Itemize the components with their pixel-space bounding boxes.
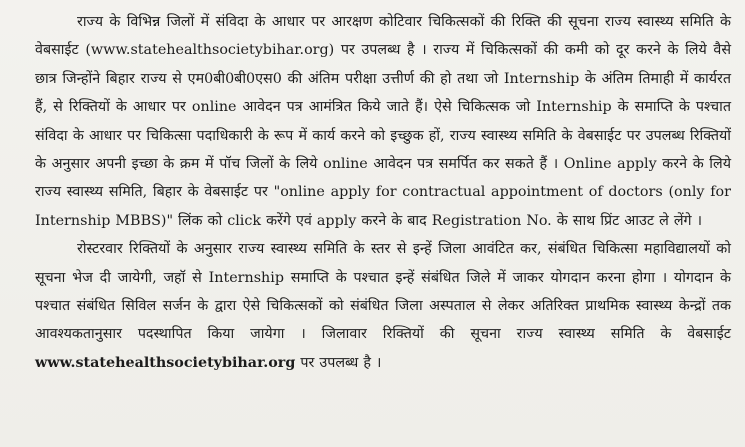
- paragraph-1: [35, 8, 731, 235]
- website-url: www.statehealthsocietybihar.org: [35, 354, 296, 371]
- paragraph-2-text-before: रोस्टरवार रिक्तियों के अनुसार राज्य स्वास्थ्य समिति के स्तर से इन्हें जिला आवंटित कर, संबंधित चिकित्सा महाविद्यालयों को सूचना भेज दी जायेगी, जहॉ से Internship समाप्ति के पश्चात इन्हें संबंधित जिले में जाकर योगदान करना होगा । योगदान के पश्चात संबंधित सिविल सर्जन के द्वारा ऐसे चिकित्सकों को संबंधित जिला अस्पताल से लेकर अतिरिक्त प्राथमिक स्वास्थ्य केन्द्रों तक आवश्यकतानुसार पदस्थापित किया जायेगा । जिलावार रिक्तियों की सूचना राज्य स्वास्थ्य समिति के वेबसाईट: [35, 241, 731, 343]
- paragraph-2-text-after: पर उपलब्ध है ।: [295, 354, 382, 371]
- paragraph-2: [35, 235, 731, 377]
- paragraph-1-text: राज्य के विभिन्न जिलों में संविदा के आधार पर आरक्षण कोटिवार चिकित्सकों की रिक्ति की सूचना राज्य स्वास्थ्य समिति के वेबसाईट (www.statehealthsocietybihar.org) पर उपलब्ध है । राज्य में चिकित्सकों की कमी को दूर करने के लिये वैसे छात्र जिन्होंने बिहार राज्य से एम0बी0बी0एस0 की अंतिम परीक्षा उत्तीर्ण की हो तथा जो Internship के अंतिम तिमाही में कार्यरत हैं, से रिक्तियों के आधार पर online आवेदन पत्र आमंत्रित किये जाते हैं। ऐसे चिकित्सक जो Internship के समाप्ति के पश्चात संविदा के आधार पर चिकित्सा पदाधिकारी के रूप में कार्य करने को इच्छुक हों, राज्य स्वास्थ्य समिति के वेबसाईट पर उपलब्ध रिक्तियों के अनुसार अपनी इच्छा के क्रम में पॉच जिलों के लिये online आवेदन पत्र समर्पित कर सकते हैं । Online apply करने के लिये राज्य स्वास्थ्य समिति, बिहार के वेबसाईट पर "online apply for contractual appointment of doctors (only for Internship MBBS)" लिंक को click करेंगे एवं apply करने के बाद Registration No. के साथ प्रिंट आउट ले लेंगे ।: [35, 14, 731, 229]
